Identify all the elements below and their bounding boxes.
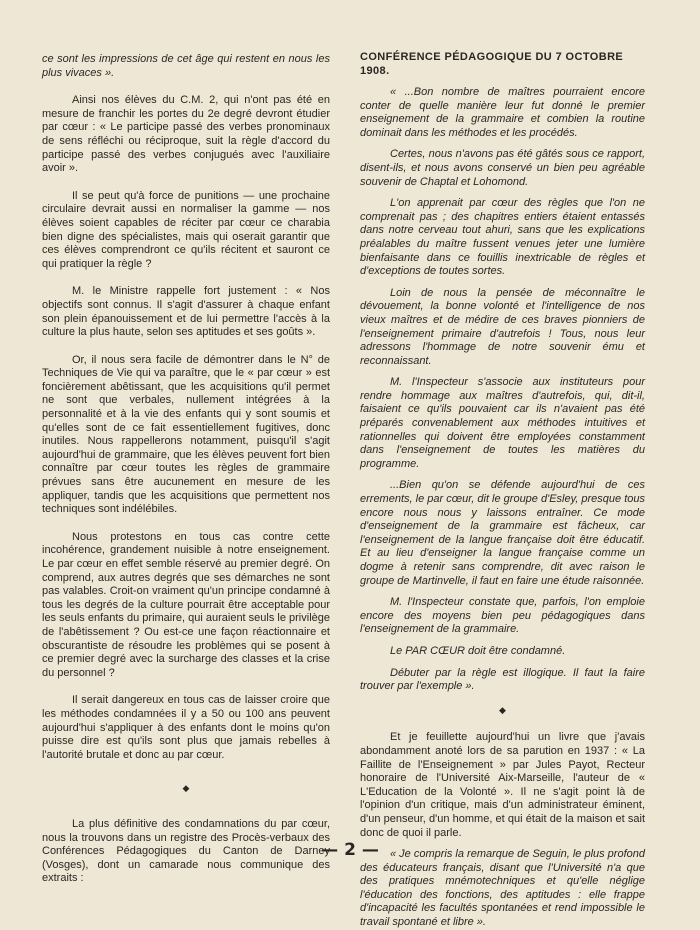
quote-paragraph: Loin de nous la pensée de méconnaître le dévouement, la bonne volonté et l'intelligence de nos vieux maîtres et de médire de ces braves pionniers de l'enseignement primaire d'autrefois ! Tous, nous leur adressons l'hommage de notre souvenir ému et reconnaissant. xyxy=(360,286,645,367)
section-heading: CONFÉRENCE PÉDAGOGIQUE DU 7 OCTOBRE 1908. xyxy=(360,51,624,77)
paragraph: M. le Ministre rappelle fort justement : « Nos objectifs sont connus. Il s'agit d'assurer à chaque enfant son plein épanouissement et de lui permettre l'accès à la culture la plus haute, selon ses aptitudes et ses goûts ». xyxy=(42,285,330,339)
quote-paragraph: « Je compris la remarque de Seguin, le plus profond des éducateurs français, disant que l'Université n'a que des pratiques mnémotechniques et qu'elle néglige l'éducation des fonctions, des aptitudes : elle frappe d'incapacité les facultés spontanées et rend impossible le travail spontané et libre ». xyxy=(360,848,645,929)
quote-paragraph: M. l'Inspecteur s'associe aux instituteurs pour rendre hommage aux maîtres d'autrefois, qui, dit-il, faisaient ce qu'ils pouvaient car ils n'avaient pas été préparés convenablement aux méthodes intuitives et rationnelles qui doivent être employées constamment dans l'enseignement de toutes les matières du programme. xyxy=(360,376,645,470)
quote-paragraph: M. l'Inspecteur constate que, parfois, l'on emploie encore des moyens bien peu pédagogiques dans l'enseignement de la grammaire. xyxy=(360,596,645,636)
paragraph: Or, il nous sera facile de démontrer dans le N° de Techniques de Vie qui va paraître, que le « par cœur » est foncièrement abêtissant, que les acquisitions qu'il permet ne sont que verbales, nullement intégrées à la personnalité et à la vie des enfants qui y sont soumis et qu'elles sont de ce fait essentiellement fugitives, donc inutiles. Nous rappellerons notamment, puisqu'il s'agit aujourd'hui de grammaire, que les élèves peuvent fort bien connaître par cœur toutes les règles de grammaire prévues sans être aucunement en mesure de les appliquer, tandis que les acquisitions que permettent nos techniques sont indélébiles. xyxy=(42,353,330,516)
quote-paragraph: Le PAR CŒUR doit être condamné. xyxy=(390,644,566,657)
paragraph: Nous protestons en tous cas contre cette incohérence, grandement nuisible à notre enseignement. Le par cœur en effet semble réservé au premier degré. On comprend, aux autres degrés que ses démarches ne sont pas valables. Croit-on vraiment qu'un principe condamné à tous les degrés de la culture pourrait être acceptable pour les seuls enfants du primaire, qui auraient seuls le privilège de l'abêtissement ? Ou est-ce une façon réactionnaire et obscurantiste de résoudre les problèmes qui se posent à ce premier degré avec la surcharge des classes et la crise du personnel ? xyxy=(42,530,330,679)
quote-paragraph: « ...Bon nombre de maîtres pourraient encore conter de quelle manière leur fut donné le premier enseignement de la grammaire et combien la routine dominait dans les méthodes et les procédés. xyxy=(360,86,645,139)
left-column xyxy=(42,53,330,886)
quote-paragraph: Débuter par la règle est illogique. Il faut la faire trouver par l'exemple ». xyxy=(360,666,645,693)
page-number: — 2 — xyxy=(321,840,379,860)
separator-diamond: ◆ xyxy=(182,783,190,794)
quote-paragraph: ...Bien qu'on se défende aujourd'hui de ces errements, le par cœur, dit le groupe d'Esley, presque tous encore nous nous y laissons entraîner. Ce mode d'enseignement de la grammaire est fâcheux, car l'enseignement de la langue française doit être éducatif. Et au lieu d'enseigner la langue française comme un dogme à retenir sans comprendre, dit avec raison le groupe de Martinvelle, il faut en faire une étude raisonnée. xyxy=(360,479,645,587)
paragraph: Et je feuillette aujourd'hui un livre que j'avais abondamment anoté lors de sa parution en 1937 : « La Faillite de l'Enseignement » par Jules Payot, Recteur honoraire de l'Université Aix-Marseille, l'auteur de « L'Education de la Volonté ». Il ne s'agit point là de l'opinion d'un critique, mais d'un administrateur éminent, d'un penseur, d'un homme, et qui était de la maison et sait donc de quoi il parle. xyxy=(360,731,645,839)
right-column xyxy=(360,50,645,930)
paragraph: ce sont les impressions de cet âge qui restent en nous les plus vivaces ». xyxy=(42,53,330,79)
quote-paragraph: L'on apprenait par cœur des règles que l'on ne comprenait pas ; des chapitres entiers étaient entassés dans notre cerveau tout ahuri, sans que les explications préalables du maître fussent venues jeter une lumière bienfaisante dans ce fouillis inextricable de règles et d'exceptions de toutes sortes. xyxy=(360,197,645,278)
separator-diamond: ◆ xyxy=(499,704,506,715)
paragraph: Il se peut qu'à force de punitions — une prochaine circulaire devrait aussi en normaliser la gamme — nos élèves soient capables de réciter par cœur ce charabia bien digne des spécialistes, mais qui oserait garantir que ces élèves comprendront ce qu'ils récitent et sauront ce qui pratiquer la règle ? xyxy=(42,189,330,270)
paragraph: Ainsi nos élèves du C.M. 2, qui n'ont pas été en mesure de franchir les portes du 2e degré devront étudier par cœur : « Le participe passé des verbes pronominaux de sens réfléchi ou réciproque, suit la règle d'accord du participe passé des verbes conjugués avec l'auxiliaire avoir ». xyxy=(42,94,330,175)
paragraph: Il serait dangereux en tous cas de laisser croire que les méthodes condamnées il y a 50 ou 100 ans peuvent aujourd'hui s'appliquer à des enfants dont le moins qu'on puisse dire est qu'ils sont plus que jamais rebelles à l'autorité brutale et donc au par cœur. xyxy=(42,694,330,761)
paragraph: La plus définitive des condamnations du par cœur, nous la trouvons dans un registre des Procès-verbaux des Conférences Pédagogiques du Canton de Darney (Vosges), dont un camarade nous communique des extraits : xyxy=(42,817,330,885)
quote-paragraph: Certes, nous n'avons pas été gâtés sous ce rapport, disent-ils, et nous avons conservé un bien peu agréable souvenir de Chaptal et Lohomond. xyxy=(360,148,645,188)
